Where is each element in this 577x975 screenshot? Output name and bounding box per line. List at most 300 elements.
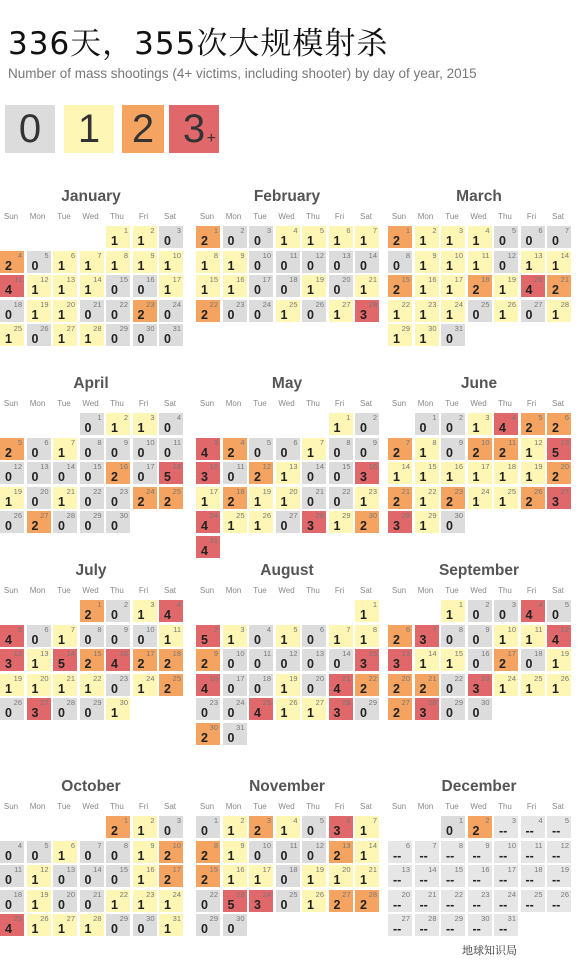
day-cell xyxy=(276,462,300,484)
day-number: 21 xyxy=(93,299,102,309)
day-number: 26 xyxy=(560,889,569,899)
day-cell xyxy=(249,649,273,671)
day-number: 30 xyxy=(146,914,155,923)
day-cell xyxy=(468,300,492,322)
day-cell xyxy=(521,625,545,647)
watermark: 地球知识局 xyxy=(462,944,517,957)
shooting-count: 2 xyxy=(472,283,480,297)
shooting-count: 0 xyxy=(254,657,261,671)
legend-label: 2 xyxy=(131,107,155,151)
day-cell xyxy=(53,487,77,509)
day-cell xyxy=(355,300,379,322)
shooting-count: 2 xyxy=(552,283,559,297)
shooting-count: 2 xyxy=(499,445,506,460)
day-number: 28 xyxy=(66,698,75,707)
day-cell xyxy=(159,275,183,297)
shooting-count: -- xyxy=(472,873,481,887)
day-number: 9 xyxy=(123,624,128,634)
month-name: March xyxy=(456,188,502,205)
day-number: 28 xyxy=(342,698,351,707)
day-cell xyxy=(133,438,157,460)
day-number: 2 xyxy=(458,413,463,422)
day-cell xyxy=(547,674,571,696)
weekday-label: Sat xyxy=(359,399,372,408)
day-cell xyxy=(494,816,518,838)
day-number: 23 xyxy=(236,889,245,899)
day-number: 7 xyxy=(372,816,377,825)
day-cell xyxy=(53,914,77,936)
day-cell xyxy=(388,324,412,346)
shooting-count: 1 xyxy=(58,922,65,936)
day-cell xyxy=(521,816,545,838)
day-number: 11 xyxy=(173,624,181,634)
day-cell xyxy=(388,625,412,647)
day-cell xyxy=(106,600,130,622)
day-cell xyxy=(547,413,571,435)
day-number: 11 xyxy=(14,865,22,874)
shooting-count: 0 xyxy=(5,706,12,720)
day-number: 5 xyxy=(538,413,543,422)
shooting-count: 4 xyxy=(552,632,559,647)
day-cell xyxy=(0,438,24,460)
day-cell xyxy=(329,413,353,435)
day-number: 17 xyxy=(146,462,155,471)
shooting-count: 0 xyxy=(333,258,341,273)
day-number: 1 xyxy=(432,413,437,422)
shooting-count: 2 xyxy=(164,848,171,863)
day-cell xyxy=(0,914,24,936)
day-number: 15 xyxy=(93,462,102,471)
shooting-count: 0 xyxy=(5,897,12,912)
day-cell xyxy=(547,462,571,484)
day-cell xyxy=(0,487,24,509)
day-cell xyxy=(27,865,51,887)
day-cell xyxy=(106,300,130,322)
day-cell xyxy=(547,865,571,887)
shooting-count: 1 xyxy=(5,332,12,346)
day-number: 13 xyxy=(560,437,569,447)
weekday-label: Fri xyxy=(334,212,345,221)
day-number: 25 xyxy=(534,889,543,899)
shooting-count: 0 xyxy=(499,234,506,248)
day-number: 15 xyxy=(209,865,218,874)
day-number: 15 xyxy=(428,462,437,471)
shooting-count: 1 xyxy=(552,307,559,322)
shooting-count: 0 xyxy=(446,421,453,435)
day-cell xyxy=(329,438,353,460)
day-number: 9 xyxy=(458,437,463,447)
day-number: 11 xyxy=(173,437,181,447)
day-number: 1 xyxy=(213,816,218,825)
weekday-label: Thu xyxy=(498,212,512,221)
shooting-count: 1 xyxy=(280,681,288,696)
day-cell xyxy=(415,674,439,696)
shooting-count: 1 xyxy=(333,519,341,533)
day-number: 14 xyxy=(93,275,102,284)
day-number: 19 xyxy=(40,299,49,309)
day-cell xyxy=(159,438,183,460)
shooting-count: -- xyxy=(472,897,481,912)
day-cell xyxy=(106,865,130,887)
day-cell xyxy=(196,275,220,297)
day-number: 16 xyxy=(209,673,218,683)
day-cell xyxy=(441,438,465,460)
day-number: 8 xyxy=(97,624,102,634)
day-cell xyxy=(355,275,379,297)
shooting-count: 0 xyxy=(525,307,533,322)
day-cell xyxy=(441,600,465,622)
day-cell xyxy=(223,674,247,696)
shooting-count: 1 xyxy=(58,283,65,297)
day-cell xyxy=(302,865,326,887)
shooting-count: 0 xyxy=(137,445,145,460)
day-number: 9 xyxy=(432,250,437,260)
weekday-label: Thu xyxy=(498,802,512,811)
shooting-count: -- xyxy=(446,873,455,887)
day-number: 9 xyxy=(485,624,490,634)
day-number: 6 xyxy=(319,624,324,634)
day-number: 22 xyxy=(454,673,463,683)
shooting-count: 0 xyxy=(307,681,314,696)
day-cell xyxy=(133,226,157,248)
day-number: 5 xyxy=(17,437,22,447)
day-number: 11 xyxy=(534,840,543,850)
shooting-count: 1 xyxy=(164,897,171,912)
day-number: 4 xyxy=(17,840,22,850)
day-number: 30 xyxy=(146,324,155,333)
day-cell xyxy=(547,438,571,460)
shooting-count: 2 xyxy=(227,445,235,460)
weekday-label: Tue xyxy=(253,212,267,221)
shooting-count: 0 xyxy=(446,519,453,533)
day-cell xyxy=(53,890,77,912)
day-number: 14 xyxy=(560,250,569,260)
day-number: 11 xyxy=(289,840,298,850)
weekday-label: Fri xyxy=(138,399,149,408)
day-cell xyxy=(223,816,247,838)
shooting-count: 1 xyxy=(525,632,533,647)
weekday-label: Thu xyxy=(498,399,512,408)
day-number: 10 xyxy=(172,250,181,260)
day-number: 21 xyxy=(560,275,569,284)
shooting-count: 2 xyxy=(472,824,480,838)
shooting-count: 0 xyxy=(307,657,314,671)
day-number: 16 xyxy=(119,649,128,658)
shooting-count: 1 xyxy=(525,470,533,484)
day-number: 15 xyxy=(342,462,351,471)
day-number: 31 xyxy=(236,722,245,732)
day-cell xyxy=(0,649,24,671)
day-cell xyxy=(355,841,379,863)
day-number: 24 xyxy=(172,299,181,309)
day-cell xyxy=(80,462,104,484)
day-number: 14 xyxy=(315,462,324,471)
shooting-count: 1 xyxy=(111,258,118,273)
day-number: 19 xyxy=(315,275,324,284)
shooting-count: 1 xyxy=(419,307,427,322)
shooting-count: 0 xyxy=(307,258,314,273)
day-cell xyxy=(415,487,439,509)
legend-swatch-3 xyxy=(169,105,219,153)
day-number: 10 xyxy=(454,250,463,260)
weekday-label: Mon xyxy=(29,802,46,811)
shooting-count: 2 xyxy=(137,494,145,509)
shooting-count: -- xyxy=(419,848,428,863)
day-number: 22 xyxy=(428,486,437,496)
day-cell xyxy=(159,625,183,647)
day-cell xyxy=(494,841,518,863)
day-cell xyxy=(355,865,379,887)
shooting-count: 0 xyxy=(333,494,341,509)
day-cell xyxy=(468,275,492,297)
shooting-count: 4 xyxy=(201,519,208,533)
day-cell xyxy=(159,865,183,887)
day-cell xyxy=(80,275,104,297)
day-cell xyxy=(441,890,465,912)
shooting-count: 3 xyxy=(333,824,341,838)
day-number: 30 xyxy=(481,698,490,707)
day-cell xyxy=(159,300,183,322)
day-cell xyxy=(388,251,412,273)
day-cell xyxy=(249,438,273,460)
day-number: 13 xyxy=(289,462,298,471)
day-cell xyxy=(355,438,379,460)
day-number: 26 xyxy=(40,914,49,923)
day-number: 25 xyxy=(481,299,490,309)
day-number: 30 xyxy=(236,914,245,923)
shooting-count: 2 xyxy=(254,824,261,838)
shooting-count: 1 xyxy=(201,258,208,273)
shooting-count: 0 xyxy=(137,470,145,484)
weekday-label: Wed xyxy=(82,586,99,595)
legend-label: 1 xyxy=(77,107,101,151)
shooting-count: 1 xyxy=(307,706,314,720)
day-cell xyxy=(106,251,130,273)
day-number: 17 xyxy=(262,275,271,284)
day-number: 2 xyxy=(123,413,128,422)
shooting-count: 2 xyxy=(84,608,92,622)
shooting-count: -- xyxy=(446,848,455,863)
day-number: 29 xyxy=(428,511,437,520)
shooting-count: -- xyxy=(393,873,402,887)
day-cell xyxy=(196,816,220,838)
shooting-count: 1 xyxy=(446,283,453,297)
shooting-count: 3 xyxy=(31,706,39,720)
shooting-count: 0 xyxy=(164,234,171,248)
day-number: 26 xyxy=(560,673,569,683)
shooting-count: 1 xyxy=(499,494,506,509)
shooting-count: 4 xyxy=(201,445,208,460)
day-number: 25 xyxy=(172,486,181,496)
weekday-label: Sun xyxy=(391,586,407,595)
shooting-count: 0 xyxy=(227,234,235,248)
day-number: 4 xyxy=(293,226,298,235)
day-number: 4 xyxy=(176,600,181,609)
shooting-count: 0 xyxy=(111,494,118,509)
day-cell xyxy=(159,841,183,863)
day-cell xyxy=(276,649,300,671)
day-number: 10 xyxy=(146,437,155,447)
day-cell xyxy=(106,438,130,460)
shooting-count: 2 xyxy=(84,657,92,671)
shooting-count: 0 xyxy=(31,470,39,484)
shooting-count: 1 xyxy=(499,283,506,297)
day-number: 21 xyxy=(66,673,75,683)
shooting-count: 0 xyxy=(137,332,145,346)
day-number: 20 xyxy=(66,299,75,309)
day-cell xyxy=(53,674,77,696)
day-cell xyxy=(276,841,300,863)
day-number: 22 xyxy=(342,486,351,496)
shooting-count: 0 xyxy=(84,519,92,533)
day-number: 16 xyxy=(236,865,245,874)
day-number: 11 xyxy=(14,275,22,284)
day-cell xyxy=(223,462,247,484)
day-number: 31 xyxy=(454,324,463,333)
shooting-count: -- xyxy=(419,897,428,912)
weekday-label: Sun xyxy=(199,399,215,408)
shooting-count: -- xyxy=(499,873,508,887)
day-number: 24 xyxy=(507,673,516,683)
day-cell xyxy=(133,865,157,887)
day-cell xyxy=(106,816,130,838)
day-cell xyxy=(547,600,571,622)
shooting-count: 0 xyxy=(164,824,171,838)
day-cell xyxy=(159,600,183,622)
shooting-count: 1 xyxy=(525,681,533,696)
day-cell xyxy=(0,462,24,484)
day-cell xyxy=(0,674,24,696)
day-number: 17 xyxy=(507,865,516,874)
shooting-count: 0 xyxy=(111,922,118,936)
day-cell xyxy=(249,300,273,322)
day-number: 21 xyxy=(428,673,437,683)
day-cell xyxy=(223,300,247,322)
weekday-label: Sat xyxy=(163,802,176,811)
shooting-count: 0 xyxy=(446,632,453,647)
day-number: 28 xyxy=(401,511,410,520)
shooting-count: 1 xyxy=(84,681,92,696)
day-number: 4 xyxy=(293,816,298,825)
weekday-label: Sun xyxy=(3,212,19,221)
day-number: 3 xyxy=(213,437,218,447)
shooting-count: 1 xyxy=(499,632,506,647)
day-cell xyxy=(27,649,51,671)
day-cell xyxy=(249,487,273,509)
day-number: 27 xyxy=(66,914,75,923)
shooting-count: 2 xyxy=(164,657,171,671)
legend-swatch-2 xyxy=(122,105,164,153)
day-number: 27 xyxy=(40,511,49,520)
day-cell xyxy=(521,300,545,322)
day-number: 12 xyxy=(289,649,298,658)
day-number: 17 xyxy=(172,275,181,284)
day-number: 26 xyxy=(289,698,298,707)
shooting-count: 0 xyxy=(525,657,533,671)
day-cell xyxy=(249,865,273,887)
shooting-count: 1 xyxy=(137,421,145,435)
weekday-label: Mon xyxy=(417,212,434,221)
day-cell xyxy=(53,438,77,460)
day-number: 19 xyxy=(560,865,569,874)
day-cell xyxy=(355,649,379,671)
shooting-count: 3 xyxy=(333,706,341,720)
day-cell xyxy=(547,890,571,912)
day-number: 20 xyxy=(40,486,49,496)
day-cell xyxy=(196,625,220,647)
day-number: 28 xyxy=(428,914,437,923)
day-number: 18 xyxy=(534,649,543,658)
shooting-count: 1 xyxy=(419,657,427,671)
shooting-count: 0 xyxy=(254,283,261,297)
shooting-count: 2 xyxy=(201,234,208,248)
day-cell xyxy=(355,511,379,533)
weekday-label: Sat xyxy=(551,802,564,811)
shooting-count: 1 xyxy=(84,922,92,936)
day-number: 11 xyxy=(263,649,271,658)
day-number: 28 xyxy=(428,698,437,707)
day-number: 17 xyxy=(209,486,218,496)
shooting-count: 0 xyxy=(84,897,92,912)
shooting-count: 1 xyxy=(360,848,367,863)
day-cell xyxy=(415,324,439,346)
day-cell xyxy=(80,841,104,863)
day-number: 28 xyxy=(93,324,102,333)
weekday-label: Thu xyxy=(110,399,124,408)
day-number: 6 xyxy=(346,816,351,825)
day-cell xyxy=(388,698,412,720)
day-cell xyxy=(276,300,300,322)
day-number: 9 xyxy=(150,840,155,850)
day-number: 3 xyxy=(485,413,490,422)
shooting-count: 2 xyxy=(393,706,400,720)
shooting-count: 4 xyxy=(5,922,12,936)
day-cell xyxy=(0,300,24,322)
shooting-count: -- xyxy=(472,922,481,936)
weekday-label: Wed xyxy=(278,212,295,221)
day-number: 18 xyxy=(534,865,543,874)
weekday-label: Wed xyxy=(470,586,487,595)
day-cell xyxy=(53,865,77,887)
shooting-count: 2 xyxy=(360,681,367,696)
day-number: 8 xyxy=(123,250,128,260)
shooting-count: 0 xyxy=(552,234,559,248)
day-cell xyxy=(223,487,247,509)
day-number: 11 xyxy=(289,250,298,260)
day-number: 16 xyxy=(428,275,437,284)
day-cell xyxy=(106,511,130,533)
day-number: 19 xyxy=(262,486,271,496)
weekday-label: Wed xyxy=(278,802,295,811)
shooting-count: 0 xyxy=(111,681,118,696)
shooting-count: 4 xyxy=(525,283,533,297)
day-cell xyxy=(196,438,220,460)
weekday-label: Mon xyxy=(29,399,46,408)
day-number: 14 xyxy=(93,865,102,874)
day-cell xyxy=(196,536,220,558)
day-number: 13 xyxy=(66,865,75,874)
weekday-label: Thu xyxy=(110,212,124,221)
day-number: 23 xyxy=(209,698,218,707)
day-cell xyxy=(494,487,518,509)
day-cell xyxy=(53,649,77,671)
shooting-count: 0 xyxy=(111,332,118,346)
day-number: 18 xyxy=(289,275,298,284)
shooting-count: 1 xyxy=(164,283,171,297)
day-cell xyxy=(133,890,157,912)
shooting-count: 0 xyxy=(111,848,118,863)
day-cell xyxy=(468,674,492,696)
